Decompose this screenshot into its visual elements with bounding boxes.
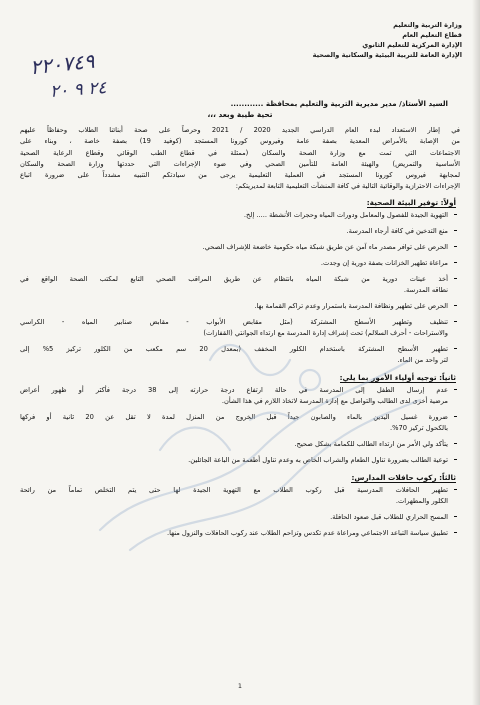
list-item: [20, 317, 460, 339]
letter-body: [20, 98, 460, 544]
list-item-line: أخذ عينات دورية من شبكة المياه بانتظام عن طريق المراقب الصحي التابع لمكتب الصحة الواقع في: [20, 274, 448, 283]
list-item: [20, 512, 460, 523]
intro-line: الأساسية والتمريض) والهيئة العامة للتأمين الصحي وفي ضوء الإجراءات التي حددتها وزارة الصحة والسكان: [20, 159, 460, 168]
list-item-line: منع التدخين في كافة أرجاء المدرسة.: [346, 226, 448, 235]
list-item: [20, 439, 460, 450]
list-item-line: عدم إرسال الطفل إلى المدرسة في حالة ارتفاع درجة حرارته إلى 38 درجة فأكثر أو ظهور أعراض: [20, 385, 448, 394]
handwritten-line: ٢٤ ٩ ٢٠: [49, 78, 108, 102]
page-edge-shadow: [472, 0, 480, 705]
list-item-line: لتر واحد من الماء.: [397, 355, 448, 364]
section-heading: [20, 371, 456, 384]
list-item: [20, 226, 460, 237]
letterhead-line: الإدارة المركزية للتعليم الثانوي: [362, 41, 462, 49]
section-heading-text: ثالثاً: ركوب حافلات المدارس:: [351, 472, 456, 482]
list-item-line: تنظيف وتطهير الأسطح المشتركة (مثل مقابض الأبواب - مقابض صنابير المياه - الكراسي: [20, 317, 448, 326]
list-item: [20, 412, 460, 434]
list-item-line: الكلور والمطهرات.: [395, 496, 448, 505]
list-item: [20, 344, 460, 366]
intro-paragraph: [20, 125, 460, 193]
list-item-line: تطهير الأسطح المشتركة باستخدام الكلور المخفف (بمعدل 20 سم مكعب من الكلور تركيز 5% إلى: [20, 344, 448, 353]
list-item-line: تطهير الحافلات المدرسية قبل ركوب الطلاب مع التهوية الجيدة لها حتى يتم التخلص تماماً من رائحة: [20, 485, 448, 494]
list-item: [20, 528, 460, 539]
list-item: [20, 301, 460, 312]
intro-line: من الإصابة بالأمراض المعدية بصفة عامة وفيروس كورونا المستجد (كوفيد 19) بصفة خاصة ، وبناء على: [20, 137, 460, 146]
addressee: السيد الأستاذ/ مدير مديرية التربية والتعليم بمحافظة ............: [230, 99, 448, 108]
section-heading-text: ثانياً: توجيه أولياء الأمور بما يلي:: [339, 372, 456, 382]
list-item-line: ضرورة غسيل اليدين بالماء والصابون جيداً قبل الخروج من المنزل لمدة لا تقل عن 20 ثانية أو فركها: [20, 412, 448, 421]
list-item-line: المسح الحراري للطلاب قبل صعود الحافلة.: [330, 512, 448, 521]
letterhead: [262, 20, 462, 60]
intro-line: الاجتماعات التي تمت مع وزارة الصحة والسكان (ممثلة في قطاع الطب الوقائي وقطاع الرعاية الصحية: [20, 148, 460, 157]
list-item: [20, 485, 460, 507]
page-number: 1: [237, 682, 243, 690]
list-item-line: مراعاة تطهير الخزانات بصفة دورية إن وجدت.: [320, 258, 448, 267]
letterhead-line: الإدارة العامة للتربية البيئية والسكانية والصحية: [312, 51, 462, 59]
list-item: [20, 258, 460, 269]
list-item-line: نطاقه المدرسة.: [403, 285, 448, 294]
handwritten-line: ٢٢٠٧٤٩: [28, 48, 96, 80]
instruction-sections: [20, 196, 460, 539]
list-item: [20, 242, 460, 253]
list-item-line: التهوية الجيدة للفصول والمعامل ودورات المياه وحجرات الأنشطة ..... إلخ.: [243, 210, 448, 219]
intro-line: في إطار الاستعداد لبدء العام الدراسي الجديد 2020 / 2021 وحرصاً على صحة أبنائنا الطلاب وحفاظاً عليهم: [20, 126, 460, 134]
list-item-line: توعية الطالب بضرورة تناول الطعام والشراب الخاص به وعدم تناول أطعمة من الباعة الجائلين.: [188, 455, 448, 464]
list-item-line: بالكحول تركيز 70%.: [390, 423, 448, 432]
list-item-line: يتأكد ولي الأمر من ارتداء الطالب للكمامة بشكل صحيح.: [294, 439, 448, 448]
section-heading-text: أولاً: توفير البيئة الصحية:: [366, 197, 456, 207]
intro-line: لمجابهة فيروس كورونا المستجد في العملية التعليمية يرجى من سيادتكم التنبيه مشدداً على ضرورة اتباع: [20, 171, 460, 180]
greeting: تحية طيبة وبعد ،،،: [207, 110, 273, 119]
list-item-line: تطبيق سياسة التباعد الاجتماعي ومراعاة عدم تكدس وتزاحم الطلاب عند ركوب الحافلات والنزول منها.: [166, 528, 448, 537]
letterhead-line: وزارة التربية والتعليم: [393, 21, 462, 29]
list-item-line: والاستراحات - أحرف السلالم) تحت إشراف إدارة المدرسة مع ارتداء الجوانتي (القفازات): [203, 328, 448, 337]
list-item-line: الحرص على توافر مصدر ماء آمن عن طريق شبكة مياه حكومية خاضعة للإشراف الصحي.: [202, 242, 448, 251]
list-item: [20, 274, 460, 296]
list-item: [20, 210, 460, 221]
intro-line: الإجراءات الاحترازية والوقائية التالية في كافة المنشآت التعليمية التابعة لمديريتكم:: [235, 182, 460, 191]
section-heading: [20, 196, 456, 209]
list-item-line: الحرص على تطهير ونظافة المدرسة باستمرار وعدم تراكم القمامة بها.: [254, 301, 448, 310]
letterhead-line: قطاع التعليم العام: [402, 31, 462, 39]
list-item-line: مرضية أخرى لدى الطالب والتواصل مع إدارة المدرسة لاتخاذ اللازم في هذا الشأن.: [221, 396, 448, 405]
list-item: [20, 455, 460, 466]
section-heading: [20, 471, 456, 484]
list-item: [20, 385, 460, 407]
